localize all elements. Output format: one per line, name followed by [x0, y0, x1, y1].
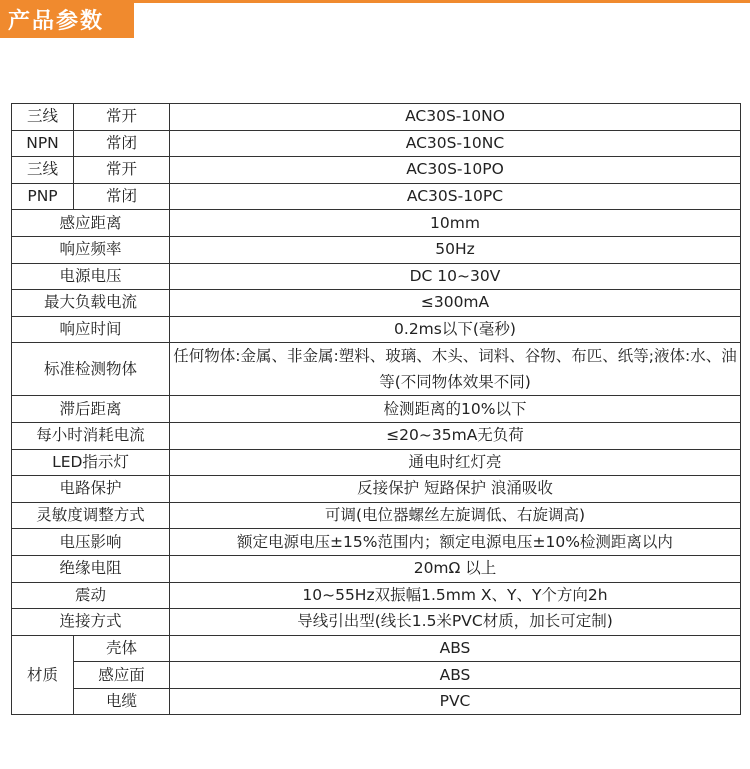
wiring-model-value: AC30S-10NO: [170, 104, 741, 131]
spec-label: 震动: [12, 582, 170, 609]
spec-value: ≤300mA: [170, 290, 741, 317]
table-row: [12, 582, 741, 609]
wiring-group-label: PNP: [12, 183, 74, 210]
wiring-state-label: 常开: [74, 157, 170, 184]
table-row: [12, 316, 741, 343]
material-label: 材质: [12, 635, 74, 715]
spec-value: 20mΩ 以上: [170, 555, 741, 582]
spec-label: 标准检测物体: [12, 343, 170, 396]
spec-value: DC 10~30V: [170, 263, 741, 290]
spec-label: 绝缘电阻: [12, 555, 170, 582]
spec-value: 导线引出型(线长1.5米PVC材质，加长可定制): [170, 609, 741, 636]
spec-label: 最大负载电流: [12, 290, 170, 317]
table-row: [12, 183, 741, 210]
material-value: PVC: [170, 688, 741, 715]
spec-table: [11, 103, 741, 715]
wiring-group-label: 三线: [12, 104, 74, 131]
spec-label: LED指示灯: [12, 449, 170, 476]
table-row: [12, 449, 741, 476]
table-row: [12, 210, 741, 237]
material-part-label: 感应面: [74, 662, 170, 689]
material-value: ABS: [170, 635, 741, 662]
spec-label: 灵敏度调整方式: [12, 502, 170, 529]
wiring-model-value: AC30S-10PC: [170, 183, 741, 210]
table-row: [12, 396, 741, 423]
wiring-model-value: AC30S-10PO: [170, 157, 741, 184]
spec-value: ≤20~35mA无负荷: [170, 422, 741, 449]
wiring-state-label: 常闭: [74, 130, 170, 157]
spec-label: 每小时消耗电流: [12, 422, 170, 449]
spec-value: 50Hz: [170, 236, 741, 263]
spec-value: 10~55Hz双振幅1.5mm X、Y、Y个方向2h: [170, 582, 741, 609]
wiring-model-value: AC30S-10NC: [170, 130, 741, 157]
table-row: [12, 502, 741, 529]
table-row: [12, 236, 741, 263]
table-row: [12, 290, 741, 317]
wiring-state-label: 常闭: [74, 183, 170, 210]
table-row: [12, 104, 741, 131]
spec-label: 滞后距离: [12, 396, 170, 423]
table-row: [12, 555, 741, 582]
table-row: [12, 529, 741, 556]
table-row: [12, 662, 741, 689]
table-row: [12, 130, 741, 157]
spec-value: 额定电源电压±15%范围内；额定电源电压±10%检测距离以内: [170, 529, 741, 556]
spec-label: 电源电压: [12, 263, 170, 290]
table-row: [12, 422, 741, 449]
material-part-label: 壳体: [74, 635, 170, 662]
spec-label: 连接方式: [12, 609, 170, 636]
spec-label: 响应频率: [12, 236, 170, 263]
spec-value: 0.2ms以下(毫秒): [170, 316, 741, 343]
spec-label: 电压影响: [12, 529, 170, 556]
table-row: [12, 343, 741, 396]
spec-value: 可调(电位器螺丝左旋调低、右旋调高): [170, 502, 741, 529]
wiring-group-label: 三线: [12, 157, 74, 184]
spec-value: 反接保护 短路保护 浪涌吸收: [170, 476, 741, 503]
spec-label: 感应距离: [12, 210, 170, 237]
wiring-group-label: NPN: [12, 130, 74, 157]
table-row: [12, 688, 741, 715]
table-row: [12, 609, 741, 636]
spec-value: 任何物体:金属、非金属:塑料、玻璃、木头、词料、谷物、布匹、纸等;液体:水、油等(不同物体效果不同): [170, 343, 741, 396]
spec-value: 通电时红灯亮: [170, 449, 741, 476]
spec-value: 检测距离的10%以下: [170, 396, 741, 423]
material-value: ABS: [170, 662, 741, 689]
section-title: 产品参数: [0, 0, 134, 38]
table-row: [12, 635, 741, 662]
spec-label: 电路保护: [12, 476, 170, 503]
table-row: [12, 263, 741, 290]
table-row: [12, 157, 741, 184]
table-row: [12, 476, 741, 503]
spec-value: 10mm: [170, 210, 741, 237]
spec-label: 响应时间: [12, 316, 170, 343]
wiring-state-label: 常开: [74, 104, 170, 131]
material-part-label: 电缆: [74, 688, 170, 715]
